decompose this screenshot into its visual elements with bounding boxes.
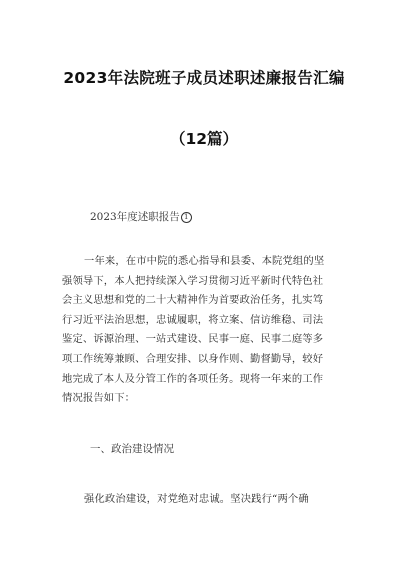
section-heading-2: 一、政治建设情况 <box>90 443 174 455</box>
section-heading <box>90 209 192 224</box>
paragraph-line: 会主义思想和党的二十大精神作为首要政治任务，扎实笃 <box>62 294 324 307</box>
section-heading-text: 2023年度述职报告 <box>90 211 180 223</box>
paragraph-1 <box>62 252 350 409</box>
paragraph-line: 项工作统筹兼顾、合理安排、以身作则、勤督勤导，较好 <box>62 352 324 365</box>
paragraph-line: 强领导下，本人把持续深入学习贯彻习近平新时代特色社 <box>62 274 324 287</box>
paragraph-line: 鉴定、诉源治理、一站式建设、民事一庭、民事二庭等多 <box>62 333 324 346</box>
paragraph-2: 强化政治建设，对党绝对忠诚。坚决践行“两个确 <box>84 493 309 505</box>
document-title: 2023年法院班子成员述职述廉报告汇编 <box>63 69 345 87</box>
paragraph-line: 地完成了本人及分管工作的各项任务。现将一年来的工作 <box>62 372 324 385</box>
paragraph-line: 情况报告如下： <box>62 392 136 405</box>
paragraph-line: 一年来，在市中院的悉心指导和县委、本院党组的坚 <box>84 255 325 267</box>
circled-number: 1 <box>181 212 192 223</box>
paragraph-line: 行习近平法治思想，忠诚履职，将立案、信访维稳、司法 <box>62 313 324 326</box>
document-subtitle: （12篇） <box>169 130 239 148</box>
